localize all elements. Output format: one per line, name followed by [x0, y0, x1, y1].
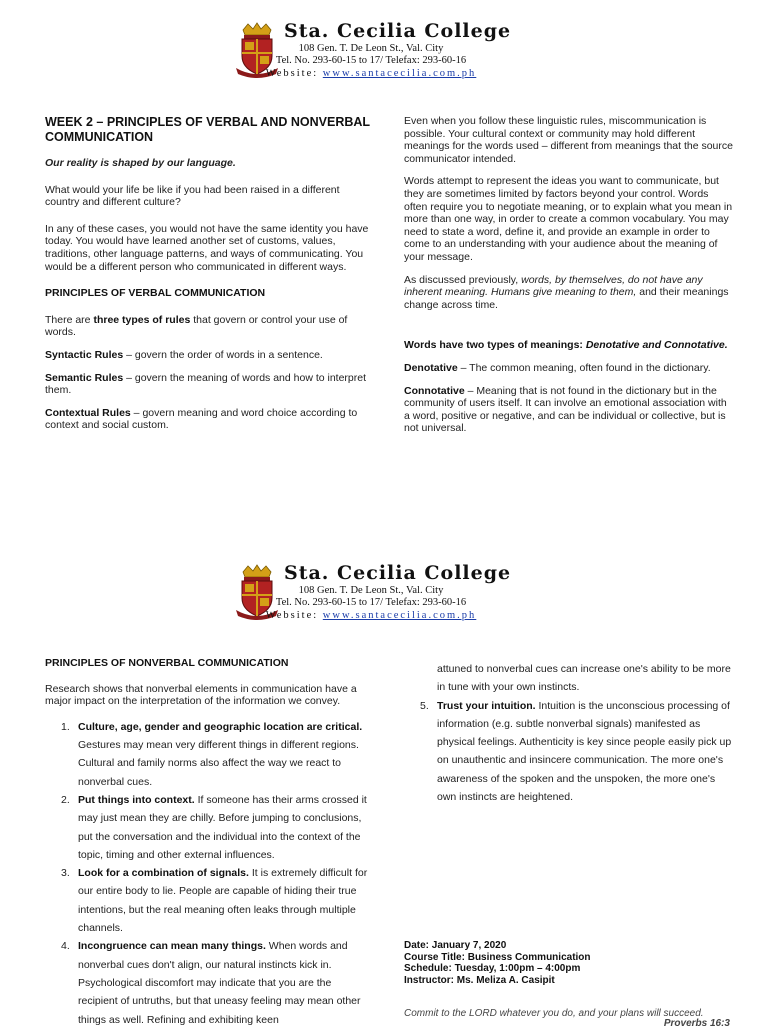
nonverbal-principles-list-continued	[404, 660, 734, 806]
website-label: Website:	[265, 610, 319, 621]
subtitle: Our reality is shaped by our language.	[45, 157, 236, 169]
week-title: WEEK 2 – PRINCIPLES OF VERBAL AND NONVERBAL COMMUNICATION	[45, 115, 370, 144]
denotative-definition: Denotative – The common meaning, often found in the dictionary.	[404, 361, 711, 374]
college-telephone: Tel. No. 293-60-15 to 17/ Telefax: 293-60-16	[275, 597, 467, 608]
paragraph: Words attempt to represent the ideas you want to communicate, but they are sometimes limited by factors beyond your control. Words often require you to negotiate meaning, or to explain what you mean in more than one way, in order to create a common vocabulary. You may need to state a word, define it, and provide an example in order to come to an understanding with your audience about the meaning of your message.	[404, 175, 733, 263]
syntactic-rule: Syntactic Rules – govern the order of words in a sentence.	[45, 348, 323, 361]
website-link[interactable]: www.santacecilia.com.ph	[322, 68, 477, 79]
list-item: 1. Culture, age, gender and geographic location are critical. Gestures may mean very different things in different regions. Cultural and family norms also affect the way we react to nonverbal cues.	[61, 720, 363, 788]
right-column	[404, 660, 734, 806]
college-name: Sta. Cecilia College	[284, 20, 512, 42]
course-schedule: Schedule: Tuesday, 1:00pm – 4:00pm	[404, 963, 581, 975]
semantic-rule: Semantic Rules – govern the meaning of words and how to interpret them.	[45, 371, 367, 397]
motto: Commit to the LORD whatever you do, and your plans will succeed.	[404, 1008, 704, 1019]
course-instructor: Instructor: Ms. Meliza A. Casipit	[404, 974, 555, 986]
nonverbal-heading: PRINCIPLES OF NONVERBAL COMMUNICATION	[45, 657, 289, 669]
verse-reference: Proverbs 16:3	[663, 1018, 730, 1029]
verbal-heading: PRINCIPLES OF VERBAL COMMUNICATION	[45, 287, 266, 300]
website-label: Website:	[265, 68, 319, 79]
college-address: 108 Gen. T. De Leon St., Val. City	[298, 43, 444, 54]
list-item: 4. Incongruence can mean many things. When words and nonverbal cues don't align, our natural instincts kick in. Psychological discomfort may indicate that you are the recipient of untruths, but that uneasy feeling may mean other things as well. Refining and exhibiting keen	[61, 940, 361, 1026]
nonverbal-intro: Research shows that nonverbal elements in communication have a major impact on the interpretation of the information we convey.	[45, 682, 357, 708]
left-column	[45, 115, 373, 442]
connotative-definition: Connotative – Meaning that is not found in the dictionary but in the community of users itself. It can involve an emotional association with a word, positive or negative, and can be individual or collective, but is not universal.	[404, 384, 727, 435]
college-telephone: Tel. No. 293-60-15 to 17/ Telefax: 293-60-16	[275, 55, 467, 66]
meanings-heading: Words have two types of meanings: Denotative and Connotative.	[404, 339, 728, 352]
website-link[interactable]: www.santacecilia.com.ph	[322, 610, 477, 621]
college-website-line	[230, 68, 512, 79]
course-date: Date: January 7, 2020	[404, 940, 507, 951]
college-address: 108 Gen. T. De Leon St., Val. City	[298, 585, 444, 596]
course-title: Course Title: Business Communication	[404, 951, 591, 963]
page-section-verbal	[0, 0, 768, 512]
paragraph: What would your life be like if you had been raised in a different country and different culture?	[45, 183, 340, 209]
rules-intro: There are three types of rules that govern or control your use of words.	[45, 313, 348, 339]
paragraph: As discussed previously, words, by themselves, do not have any inherent meaning. Humans give meaning to them, and their meanings change across time.	[404, 273, 729, 311]
paragraph: In any of these cases, you would not have the same identity you have today. You would have learned another set of customs, values, traditions, other language patterns, and ways of communicating. You would be a different person who communicated in different ways.	[45, 222, 369, 273]
list-item: 5. Trust your intuition. Intuition is the unconscious processing of information (e.g. subtle nonverbal signals) manifested as physical feelings. Authenticity is key since people easily pick up on unauthentic and insincere communication. The more one's awareness of the spoken and the unspoken, the more one's own instincts are heightened.	[420, 699, 732, 804]
college-website-line	[230, 610, 512, 621]
page-section-nonverbal	[0, 548, 768, 1029]
letterhead	[0, 18, 768, 108]
right-column	[404, 115, 734, 445]
list-item-continued: attuned to nonverbal cues can increase one's ability to be more in tune with your own instincts.	[437, 663, 731, 694]
course-info	[404, 940, 591, 986]
college-name: Sta. Cecilia College	[284, 562, 512, 584]
nonverbal-principles-list	[45, 718, 373, 1029]
contextual-rule: Contextual Rules – govern meaning and word choice according to context and social custom.	[45, 406, 358, 432]
letterhead	[0, 560, 768, 650]
left-column	[45, 657, 373, 1029]
list-item: 2. Put things into context. If someone has their arms crossed it may just mean they are chilly. Before jumping to conclusions, put the conversation and the individual into the context of the topic, timing and other external influences.	[61, 793, 367, 861]
paragraph: Even when you follow these linguistic rules, miscommunication is possible. Your cultural context or community may hold different meanings for the words used – different from meanings that the source communicator intended.	[404, 115, 733, 165]
list-item: 3. Look for a combination of signals. It is extremely difficult for our entire body to lie. People are capable of hiding their true intentions, but the real meaning often leaks through multiple channels.	[61, 867, 368, 935]
